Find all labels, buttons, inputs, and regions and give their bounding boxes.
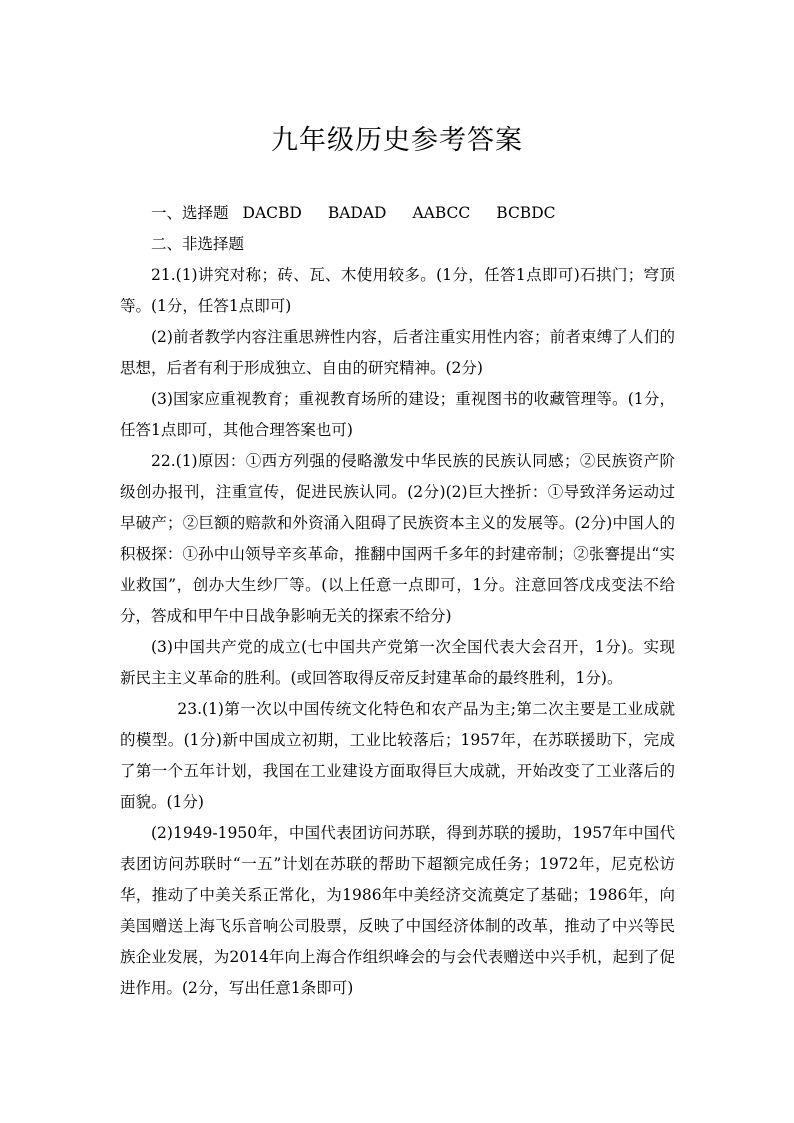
mc-group-3: AABCC [412,204,471,222]
section-2-label: 二、非选择题 [151,235,245,253]
multiple-choice-answers [120,198,675,229]
answer-21-2: (2)前者教学内容注重思辨性内容，后者注重实用性内容；前者束缚了人们的思想，后者有利于形成独立、自由的研究精神。(2分) [120,328,675,377]
page-title: 九年级历史参考答案 [271,125,523,156]
mc-group-1: DACBD [242,204,302,222]
answer-22-3: (3)中国共产党的成立(七中国共产党第一次全国代表大会召开，1分)。实现新民主主义革命的胜利。(或回答取得反帝反封建革命的最终胜利，1分)。 [120,638,675,687]
answer-23-2: (2)1949-1950年，中国代表团访问苏联，得到苏联的援助，1957年中国代表团访问苏联时“一五”计划在苏联的帮助下超额完成任务；1972年，尼克松访华，推动了中美关系正常化，为1986年中美经济交流奠定了基础；1986年，向美国赠送上海飞乐音响公司股票，反映了中国经济体制的改革，推动了中兴等民族企业发展，为2014年向上海合作组织峰会的与会代表赠送中兴手机，起到了促进作用。(2分，写出任意1条即可) [120,824,675,997]
mc-group-2: BADAD [327,204,387,222]
mc-group-4: BCBDC [496,204,556,222]
answer-23-1: 23.(1)第一次以中国传统文化特色和农产品为主;第二次主要是工业成就的模型。(1分)新中国成立初期，工业比较落后；1957年，在苏联援助下，完成了第一个五年计划，我国在工业建设方面取得巨大成就，开始改变了工业落后的面貌。(1分) [120,700,675,811]
answer-content [120,198,675,1004]
answer-22-1: 22.(1)原因：①西方列强的侵略激发中华民族的民族认同感；②民族资产阶级创办报刊，注重宣传，促进民族认同。(2分)(2)巨大挫折：①导致洋务运动过早破产；②巨额的赔款和外资涌入阻碍了民族资本主义的发展等。(2分)中国人的积极探：①孙中山领导辛亥革命，推翻中国两千多年的封建帝制；②张謇提出“实业救国”，创办大生纱厂等。(以上任意一点即可，1分。注意回答戊戌变法不给分，答成和甲午中日战争影响无关的探索不给分) [120,452,675,625]
answer-21-1: 21.(1)讲究对称；砖、瓦、木使用较多。(1分，任答1点即可)石拱门；穹顶等。(1分，任答1点即可) [120,266,675,315]
section-1-label: 一、选择题 [151,204,229,222]
answer-21-3: (3)国家应重视教育；重视教育场所的建设；重视图书的收藏管理等。(1分，任答1点即可，其他合理答案也可) [120,390,675,439]
